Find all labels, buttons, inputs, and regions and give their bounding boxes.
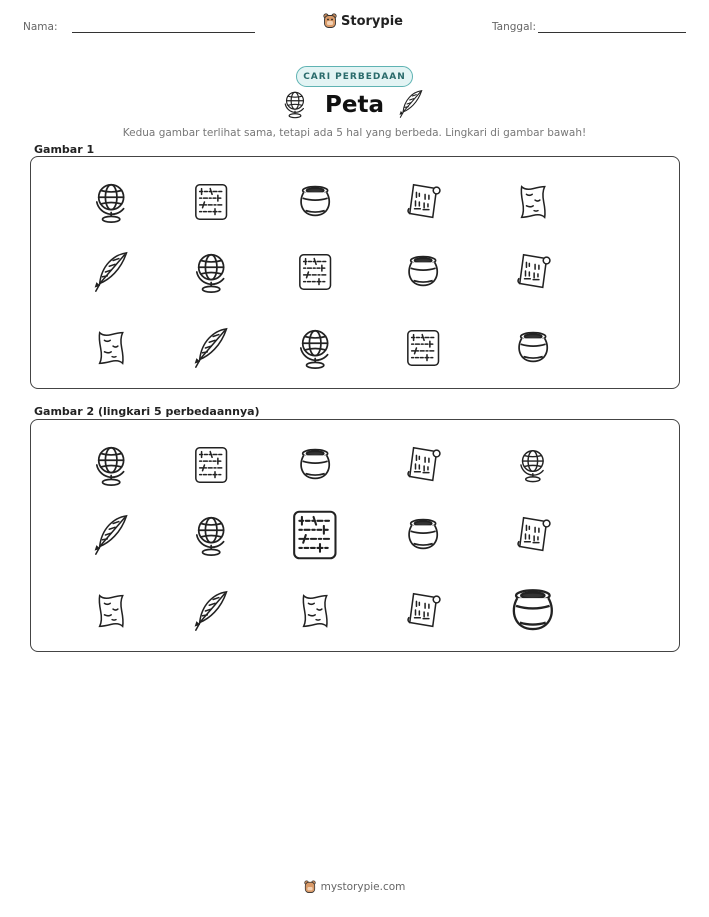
picture-item[interactable] xyxy=(277,239,353,305)
pot-icon xyxy=(514,325,552,371)
globe-icon xyxy=(92,179,130,225)
picture-item[interactable] xyxy=(73,432,149,498)
quill-icon xyxy=(395,88,427,120)
picture-item[interactable] xyxy=(73,239,149,305)
tablet-icon xyxy=(296,249,334,295)
picture-item[interactable] xyxy=(173,502,249,568)
tablet-icon xyxy=(192,442,230,488)
page-title: Peta xyxy=(325,92,384,118)
picture-item[interactable] xyxy=(385,315,461,381)
brand-logo xyxy=(323,13,403,29)
picture1-label: Gambar 1 xyxy=(34,143,95,156)
picture1-panel xyxy=(30,156,680,389)
parchment-icon xyxy=(514,179,552,225)
tablet-icon xyxy=(192,179,230,225)
picture-item[interactable] xyxy=(277,578,353,644)
picture-item[interactable] xyxy=(277,432,353,498)
date-line xyxy=(538,32,686,33)
globe-icon xyxy=(296,325,334,371)
scroll-icon xyxy=(514,249,552,295)
name-line xyxy=(72,32,255,33)
quill-icon xyxy=(192,588,230,634)
picture-item[interactable] xyxy=(173,169,249,235)
globe-icon xyxy=(192,512,230,558)
picture-item[interactable] xyxy=(173,239,249,305)
picture-item[interactable] xyxy=(173,315,249,381)
picture-item[interactable] xyxy=(495,432,571,498)
picture-item[interactable] xyxy=(495,502,571,568)
picture2-label: Gambar 2 (lingkari 5 perbedaannya) xyxy=(34,405,260,418)
bear-mascot-icon xyxy=(323,13,337,29)
picture-item[interactable] xyxy=(495,169,571,235)
pot-icon xyxy=(296,179,334,225)
picture-item[interactable] xyxy=(385,239,461,305)
picture-item[interactable] xyxy=(73,315,149,381)
picture-item[interactable] xyxy=(277,315,353,381)
globe-icon xyxy=(282,88,308,120)
scroll-icon xyxy=(514,512,552,558)
activity-badge: CARI PERBEDAAN xyxy=(296,66,413,87)
pot-icon xyxy=(404,249,442,295)
globe-icon xyxy=(92,442,130,488)
footer xyxy=(0,880,709,894)
quill-icon xyxy=(92,512,130,558)
globe-icon xyxy=(192,249,230,295)
scroll-icon xyxy=(404,179,442,225)
pot-icon xyxy=(507,580,559,642)
scroll-icon xyxy=(404,442,442,488)
bear-mascot-icon xyxy=(304,880,316,894)
globe-icon xyxy=(517,446,549,484)
quill-icon xyxy=(92,249,130,295)
worksheet-header xyxy=(0,0,709,44)
picture-item[interactable] xyxy=(495,578,571,644)
name-label: Nama: xyxy=(23,21,58,33)
picture-item[interactable] xyxy=(385,502,461,568)
parchment-icon xyxy=(92,588,130,634)
picture-item[interactable] xyxy=(73,169,149,235)
picture-item[interactable] xyxy=(495,315,571,381)
tablet-icon xyxy=(404,325,442,371)
picture-item[interactable] xyxy=(385,578,461,644)
picture-item[interactable] xyxy=(385,432,461,498)
pot-icon xyxy=(404,512,442,558)
picture-item[interactable] xyxy=(173,578,249,644)
picture2-panel xyxy=(30,419,680,652)
parchment-icon xyxy=(92,325,130,371)
quill-icon xyxy=(192,325,230,371)
picture-item[interactable] xyxy=(73,578,149,644)
pot-icon xyxy=(296,442,334,488)
footer-url: mystorypie.com xyxy=(320,881,406,893)
picture-item[interactable] xyxy=(173,432,249,498)
picture-item[interactable] xyxy=(277,502,353,568)
scroll-icon xyxy=(404,588,442,634)
brand-name: Storypie xyxy=(341,13,403,29)
tablet-icon xyxy=(289,504,341,566)
picture-item[interactable] xyxy=(73,502,149,568)
instructions: Kedua gambar terlihat sama, tetapi ada 5 hal yang berbeda. Lingkari di gambar bawah! xyxy=(122,127,587,139)
parchment-icon xyxy=(296,588,334,634)
picture-item[interactable] xyxy=(495,239,571,305)
picture-item[interactable] xyxy=(385,169,461,235)
date-label: Tanggal: xyxy=(492,21,536,33)
picture-item[interactable] xyxy=(277,169,353,235)
title-row xyxy=(0,88,709,124)
